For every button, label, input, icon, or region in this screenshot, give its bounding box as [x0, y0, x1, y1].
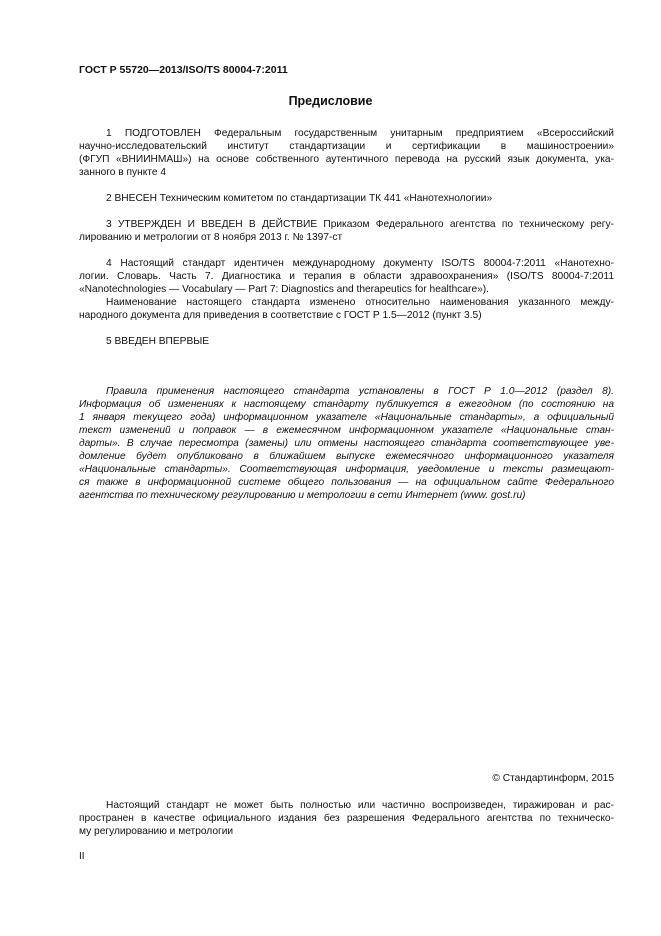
page-title: Предисловие: [288, 94, 373, 108]
item-4-line-2: логии. Словарь. Часть 7. Диагностика и терапия в области здравоохранения» (ISO/TS 80004-7:2011: [79, 271, 614, 282]
item-4-line-3: «Nanotechnologies — Vocabulary — Part 7: Diagnostics and therapeutics for healthcare»).: [79, 284, 489, 295]
notice-line-5: дарты». В случае пересмотра (замены) или отмены настоящего стандарта соответствующее уве-: [79, 438, 614, 449]
item-3-line-2: лированию и метрологии от 8 ноября 2013 г. № 1397-ст: [79, 232, 343, 243]
item-4-line-4: Наименование настоящего стандарта изменено относительно наименования указанного между-: [106, 297, 614, 308]
notice-line-7: «Национальные стандарты». Соответствующая информация, уведомление и тексты размещают-: [79, 464, 614, 475]
item-1-line-3: (ФГУП «ВНИИНМАШ») на основе собственного аутентичного перевода на русский язык документа, ука-: [79, 154, 614, 165]
notice-line-8: ся также в информационной системе общего пользования — на официальном сайте Федерального: [79, 477, 614, 488]
notice-line-6: домление будет опубликовано в ближайшем выпуске ежемесячного информационного указателя: [79, 451, 614, 462]
notice-line-3: 1 января текущего года) информационном указателе «Национальные стандарты», а официальный: [79, 412, 614, 423]
document-code-header: ГОСТ Р 55720—2013/ISO/TS 80004-7:2011: [79, 64, 288, 76]
item-1-line-1: 1 ПОДГОТОВЛЕН Федеральным государственным унитарным предприятием «Всероссийский: [106, 128, 614, 139]
item-1-line-4: занного в пункте 4: [79, 167, 167, 178]
item-4-line-5: народного документа для приведения в соответствие с ГОСТ Р 1.5—2012 (пункт 3.5): [79, 310, 482, 321]
item-4-line-1: 4 Настоящий стандарт идентичен международному документу ISO/TS 80004-7:2011 «Нанотехно-: [106, 258, 614, 269]
item-1-line-2: научно-исследовательский институт стандартизации и сертификации в машиностроении»: [79, 141, 614, 152]
reproduction-line-1: Настоящий стандарт не может быть полностью или частично воспроизведен, тиражирован и рас-: [106, 800, 614, 811]
notice-line-9: агентства по техническому регулированию и метрологии в сети Интернет (www. gost.ru): [79, 490, 526, 501]
copyright-notice: © Стандартинформ, 2015: [492, 773, 614, 784]
reproduction-line-3: му регулированию и метрологии: [79, 826, 234, 837]
item-5-line-1: 5 ВВЕДЕН ВПЕРВЫЕ: [106, 336, 210, 347]
notice-line-1: Правила применения настоящего стандарта установлены в ГОСТ Р 1.0—2012 (раздел 8).: [106, 386, 614, 397]
notice-line-4: текст изменений и поправок — в ежемесячном информационном указателе «Национальные стан-: [79, 425, 614, 436]
item-2-line-1: 2 ВНЕСЕН Техническим комитетом по стандартизации ТК 441 «Нанотехнологии»: [106, 193, 493, 204]
page-number: II: [79, 851, 85, 862]
reproduction-line-2: пространен в качестве официального издания без разрешения Федерального агентства по техническо-: [79, 813, 614, 824]
item-3-line-1: 3 УТВЕРЖДЕН И ВВЕДЕН В ДЕЙСТВИЕ Приказом Федерального агентства по техническому регу-: [106, 219, 614, 230]
notice-line-2: Информация об изменениях к настоящему стандарту публикуется в ежегодном (по состоянию на: [79, 399, 614, 410]
